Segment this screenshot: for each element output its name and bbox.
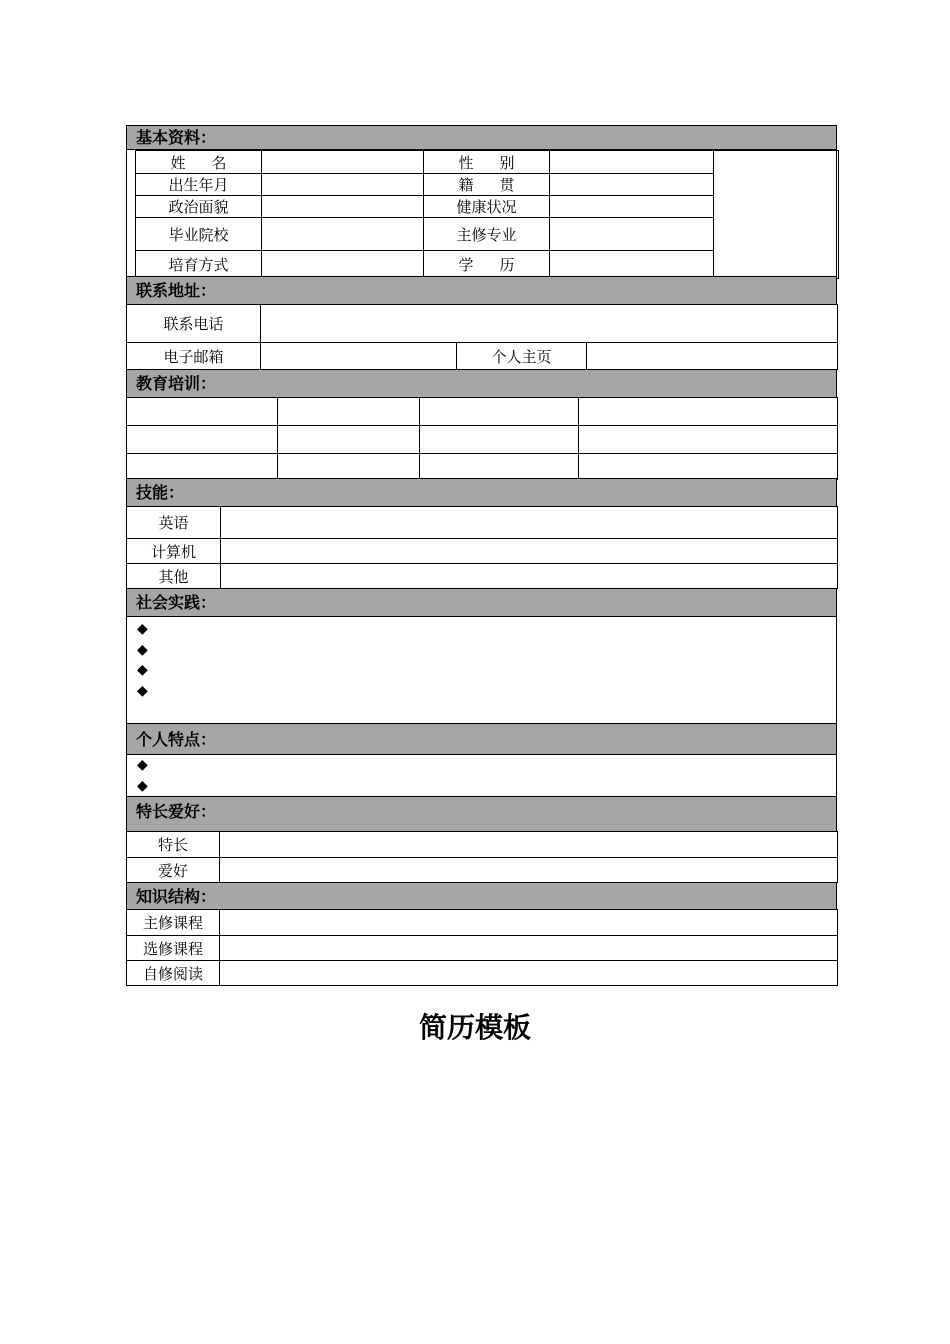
label-name: 姓名 — [136, 151, 262, 174]
education-cell[interactable] — [278, 426, 420, 454]
field-training-mode[interactable] — [262, 251, 424, 279]
label-training-mode: 培育方式 — [136, 251, 262, 279]
section-header-contact: 联系地址： — [126, 276, 837, 305]
label-phone: 联系电话 — [127, 305, 261, 343]
label-other: 其他 — [127, 564, 221, 589]
bullet-item: ◆ — [137, 641, 148, 658]
section-header-practice: 社会实践： — [126, 588, 837, 617]
education-cell[interactable] — [579, 454, 838, 480]
bullet-item: ◆ — [137, 777, 148, 794]
field-name[interactable] — [262, 151, 424, 174]
education-cell[interactable] — [127, 398, 278, 426]
skills-table — [126, 506, 838, 589]
field-computer[interactable] — [221, 539, 838, 564]
field-health[interactable] — [550, 196, 714, 218]
label-elective-courses: 选修课程 — [127, 936, 220, 961]
label-school: 毕业院校 — [136, 218, 262, 251]
field-phone[interactable] — [261, 305, 838, 343]
section-header-education: 教育培训： — [126, 369, 837, 398]
field-birth[interactable] — [262, 174, 424, 196]
field-origin[interactable] — [550, 174, 714, 196]
education-cell[interactable] — [420, 426, 579, 454]
field-self-study[interactable] — [220, 961, 838, 986]
label-self-study: 自修阅读 — [127, 961, 220, 986]
education-cell[interactable] — [420, 398, 579, 426]
bullet-item: ◆ — [137, 757, 148, 773]
label-computer: 计算机 — [127, 539, 221, 564]
bullet-item: ◆ — [137, 621, 148, 637]
education-table — [126, 397, 838, 480]
field-email[interactable] — [261, 343, 457, 370]
section-header-knowledge: 知识结构： — [126, 882, 837, 910]
bullet-item: ◆ — [137, 682, 148, 699]
label-major: 主修专业 — [424, 218, 550, 251]
field-gender[interactable] — [550, 151, 714, 174]
section-header-hobbies: 特长爱好： — [126, 796, 837, 832]
label-degree: 学历 — [424, 251, 550, 279]
label-interests: 爱好 — [127, 858, 220, 883]
section-header-traits: 个人特点： — [126, 723, 837, 755]
education-cell[interactable] — [127, 426, 278, 454]
section-header-skills: 技能： — [126, 478, 837, 507]
section-header-basic: 基本资料： — [126, 125, 837, 150]
education-cell[interactable] — [278, 454, 420, 480]
education-row — [127, 398, 838, 426]
field-school[interactable] — [262, 218, 424, 251]
field-politics[interactable] — [262, 196, 424, 218]
label-email: 电子邮箱 — [127, 343, 261, 370]
field-interests[interactable] — [220, 858, 838, 883]
field-major[interactable] — [550, 218, 714, 251]
education-row — [127, 426, 838, 454]
field-degree[interactable] — [550, 251, 714, 279]
education-cell[interactable] — [420, 454, 579, 480]
field-homepage[interactable] — [587, 343, 838, 370]
label-english: 英语 — [127, 507, 221, 539]
field-specialty[interactable] — [220, 832, 838, 858]
practice-box[interactable] — [126, 617, 837, 724]
label-origin: 籍贯 — [424, 174, 550, 196]
label-politics: 政治面貌 — [136, 196, 262, 218]
education-cell[interactable] — [579, 426, 838, 454]
hobbies-table — [126, 831, 838, 883]
education-cell[interactable] — [579, 398, 838, 426]
field-elective-courses[interactable] — [220, 936, 838, 961]
label-birth: 出生年月 — [136, 174, 262, 196]
field-english[interactable] — [221, 507, 838, 539]
field-other[interactable] — [221, 564, 838, 589]
document-title: 简历模板 — [418, 1011, 531, 1044]
education-cell[interactable] — [127, 454, 278, 480]
label-specialty: 特长 — [127, 832, 220, 858]
label-homepage: 个人主页 — [457, 343, 587, 370]
label-gender: 性别 — [424, 151, 550, 174]
education-cell[interactable] — [278, 398, 420, 426]
education-row — [127, 454, 838, 480]
basic-info-table — [135, 150, 839, 279]
traits-box[interactable] — [126, 755, 837, 797]
knowledge-table — [126, 909, 838, 986]
photo-cell — [714, 151, 839, 279]
label-major-courses: 主修课程 — [127, 910, 220, 936]
contact-table — [126, 304, 838, 370]
bullet-item: ◆ — [137, 662, 148, 678]
field-major-courses[interactable] — [220, 910, 838, 936]
label-health: 健康状况 — [424, 196, 550, 218]
